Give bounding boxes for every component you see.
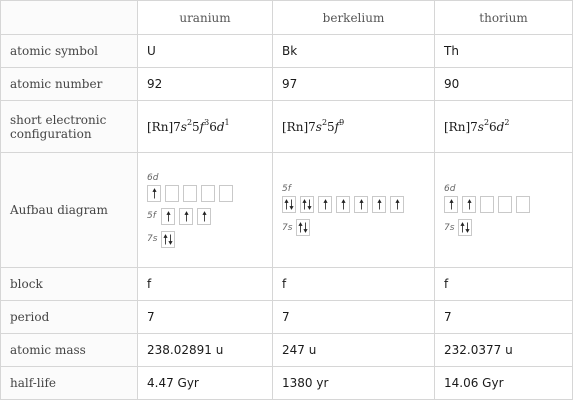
config-text: d [216,120,225,134]
cell-number-uranium: 92 [138,68,273,101]
cell-config-berkelium [273,101,435,153]
cell-config-thorium [435,101,573,153]
cell-symbol-berkelium: Bk [273,35,435,68]
orbital-boxes [444,196,530,213]
aufbau-diagram [444,184,563,236]
cell-halflife-thorium: 14.06 Gyr [435,367,573,400]
table-row [1,153,573,268]
config-text: f [334,120,340,134]
orbital-box [161,231,175,248]
spin-up-arrow-icon [377,198,382,211]
config-text: d [496,120,505,134]
cell-block-berkelium: f [273,268,435,301]
orbital-boxes [296,219,310,236]
config-superscript: 1 [224,118,230,127]
orbital-box [462,196,476,213]
subshell-label: 7s [444,222,455,233]
subshell-label: 6d [147,172,159,183]
config-text: [Rn]7 [147,120,181,134]
spin-down-arrow-icon [289,198,294,211]
electron-configuration [282,120,344,134]
row-label-period: period [1,301,138,334]
row-label-atomic-number: atomic number [1,68,138,101]
spin-up-arrow-icon [395,198,400,211]
cell-mass-thorium: 232.0377 u [435,334,573,367]
config-superscript: 2 [483,118,490,127]
config-superscript: 2 [504,118,510,127]
orbital-boxes [161,208,211,225]
spin-down-arrow-icon [168,233,173,246]
table-row [1,334,573,367]
column-header-berkelium: berkelium [273,1,435,35]
row-label-aufbau-diagram: Aufbau diagram [1,153,138,268]
electron-configuration [147,120,230,134]
orbital-boxes [282,196,404,213]
row-label-line-1: short electronic [10,112,107,127]
cell-period-thorium: 7 [435,301,573,334]
orbital-box [201,185,215,202]
cell-aufbau-berkelium [273,153,435,268]
orbital-box [300,196,314,213]
row-label-electron-configuration [1,101,138,153]
orbital-box [219,185,233,202]
table-row [1,301,573,334]
orbital-box [282,196,296,213]
cell-period-uranium: 7 [138,301,273,334]
orbital-box [354,196,368,213]
cell-number-berkelium: 97 [273,68,435,101]
subshell-label: 7s [147,234,158,244]
header-row [1,1,573,35]
spin-up-arrow-icon [467,198,472,211]
orbital-box [161,208,175,225]
orbital-box [498,196,512,213]
cell-config-uranium [138,101,273,153]
orbital-subshell [444,184,563,213]
orbital-box [516,196,530,213]
orbital-subshell [147,208,263,225]
orbital-box [390,196,404,213]
table-row [1,268,573,301]
orbital-subshell [147,231,263,248]
row-label-atomic-symbol: atomic symbol [1,35,138,68]
aufbau-diagram [282,184,425,236]
spin-up-arrow-icon [449,198,454,211]
cell-number-thorium: 90 [435,68,573,101]
config-text: 6 [489,120,497,134]
aufbau-diagram [147,173,263,248]
table-row [1,68,573,101]
spin-up-arrow-icon [359,198,364,211]
config-text: 5 [192,120,200,134]
orbital-box [165,185,179,202]
orbital-subshell [147,173,263,202]
spin-up-arrow-icon [184,210,189,223]
config-text: s [180,120,187,134]
column-header-thorium: thorium [435,1,573,35]
orbital-box [372,196,386,213]
subshell-label: 7s [282,222,293,233]
cell-halflife-berkelium: 1380 yr [273,367,435,400]
cell-aufbau-thorium [435,153,573,268]
config-superscript: 2 [186,118,193,127]
subshell-label: 6d [444,184,456,194]
orbital-boxes [147,185,233,202]
spin-up-arrow-icon [323,198,328,211]
spin-up-arrow-icon [202,210,207,223]
config-text: s [315,120,322,134]
row-label-line-2: configuration [10,126,92,141]
spin-down-arrow-icon [307,198,312,211]
config-text: [Rn]7 [444,120,478,134]
orbital-boxes [161,231,175,248]
orbital-box [179,208,193,225]
spin-down-arrow-icon [303,221,308,234]
spin-down-arrow-icon [465,221,470,234]
orbital-box [183,185,197,202]
cell-period-berkelium: 7 [273,301,435,334]
cell-halflife-uranium: 4.47 Gyr [138,367,273,400]
subshell-label: 5f [282,184,291,194]
orbital-box [296,219,310,236]
cell-block-uranium: f [138,268,273,301]
config-superscript: 9 [339,118,345,127]
orbital-box [458,219,472,236]
orbital-subshell [282,184,425,213]
orbital-subshell [444,219,563,236]
row-label-block: block [1,268,138,301]
cell-symbol-uranium: U [138,35,273,68]
row-label-atomic-mass: atomic mass [1,334,138,367]
cell-symbol-thorium: Th [435,35,573,68]
row-label-half-life: half-life [1,367,138,400]
spin-up-arrow-icon [152,187,157,200]
cell-aufbau-uranium [138,153,273,268]
config-text: 6 [209,120,217,134]
table-row [1,35,573,68]
cell-mass-uranium: 238.02891 u [138,334,273,367]
column-header-uranium: uranium [138,1,273,35]
orbital-box [147,185,161,202]
config-superscript: 3 [204,118,210,127]
subshell-label: 5f [147,211,156,221]
orbital-box [318,196,332,213]
cell-mass-berkelium: 247 u [273,334,435,367]
orbital-box [480,196,494,213]
table-row [1,367,573,400]
config-text: [Rn]7 [282,120,316,134]
orbital-subshell [282,219,425,236]
config-superscript: 2 [321,118,328,127]
orbital-box [336,196,350,213]
config-text: 5 [327,120,335,134]
spin-up-arrow-icon [166,210,171,223]
orbital-box [197,208,211,225]
cell-block-thorium: f [435,268,573,301]
table-row [1,101,573,153]
config-text: f [199,120,205,134]
orbital-boxes [458,219,472,236]
orbital-box [444,196,458,213]
spin-up-arrow-icon [341,198,346,211]
electron-configuration [444,120,509,134]
config-text: s [477,120,484,134]
corner-cell [1,1,138,35]
